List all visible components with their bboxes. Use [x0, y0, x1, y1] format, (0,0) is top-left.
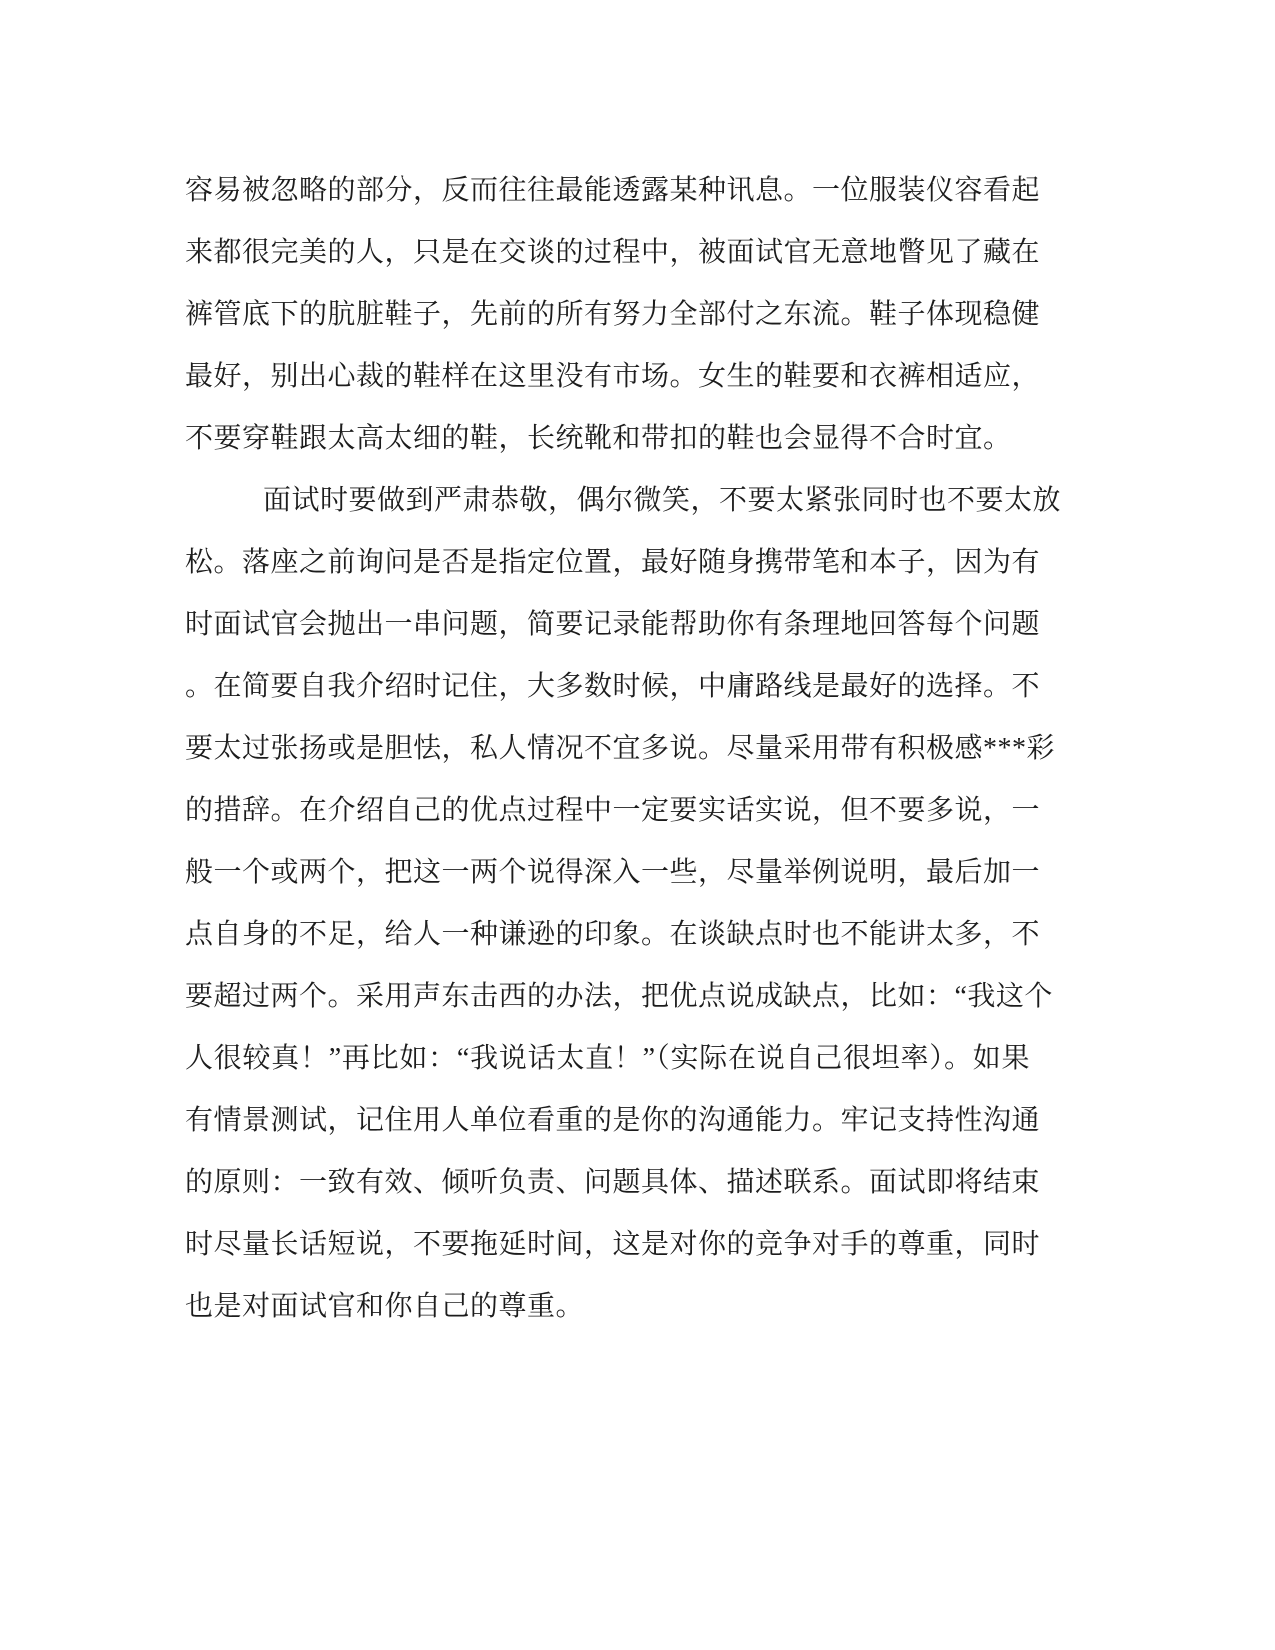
- text-line: 。在简要自我介绍时记住，大多数时候，中庸路线是最好的选择。不: [185, 671, 1041, 702]
- text-line: 时尽量长话短说，不要拖延时间，这是对你的竞争对手的尊重，同时: [185, 1229, 1041, 1260]
- text-line: 人很较真！”再比如：“我说话太直！”（实际在说自己很坦率）。如果: [185, 1043, 1030, 1074]
- paragraph: [185, 160, 1041, 470]
- text-line: 松。落座之前询问是否是指定位置，最好随身携带笔和本子，因为有: [185, 547, 1041, 578]
- text-line: 点自身的不足，给人一种谦逊的印象。在谈缺点时也不能讲太多，不: [185, 919, 1041, 950]
- text-line: 的措辞。在介绍自己的优点过程中一定要实话实说，但不要多说，一: [185, 795, 1041, 826]
- text-line: 的原则：一致有效、倾听负责、问题具体、描述联系。面试即将结束: [185, 1167, 1041, 1198]
- text-line: 时面试官会抛出一串问题，简要记录能帮助你有条理地回答每个问题: [185, 609, 1041, 640]
- text-line: 容易被忽略的部分，反而往往最能透露某种讯息。一位服装仪容看起: [185, 175, 1041, 206]
- text-line: 最好，别出心裁的鞋样在这里没有市场。女生的鞋要和衣裤相适应，: [185, 361, 1041, 392]
- text-line: 来都很完美的人，只是在交谈的过程中，被面试官无意地瞥见了藏在: [185, 237, 1041, 268]
- text-line: 也是对面试官和你自己的尊重。: [185, 1291, 585, 1322]
- paragraph: [185, 470, 1062, 1338]
- text-line: 要太过张扬或是胆怯，私人情况不宜多说。尽量采用带有积极感***彩: [185, 733, 1056, 764]
- text-line: 不要穿鞋跟太高太细的鞋，长统靴和带扣的鞋也会显得不合时宜。: [185, 423, 1012, 454]
- text-line: 要超过两个。采用声东击西的办法，把优点说成缺点，比如：“我这个: [185, 981, 1053, 1012]
- document-text-block: [185, 160, 1062, 1338]
- text-line: 面试时要做到严肃恭敬，偶尔微笑，不要太紧张同时也不要太放: [263, 485, 1062, 516]
- text-line: 裤管底下的肮脏鞋子，先前的所有努力全部付之东流。鞋子体现稳健: [185, 299, 1041, 330]
- text-line: 有情景测试，记住用人单位看重的是你的沟通能力。牢记支持性沟通: [185, 1105, 1041, 1136]
- text-line: 般一个或两个，把这一两个说得深入一些，尽量举例说明，最后加一: [185, 857, 1041, 888]
